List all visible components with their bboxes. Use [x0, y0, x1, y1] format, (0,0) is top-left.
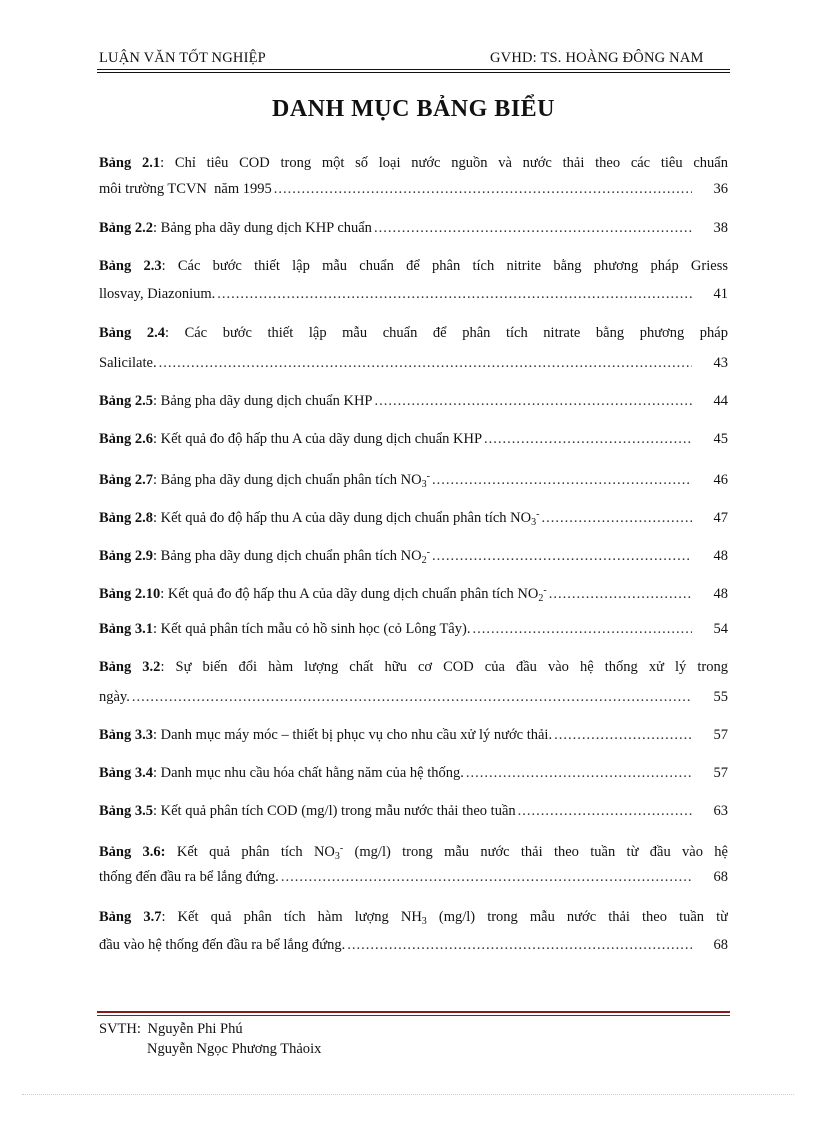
author-name: Nguyễn Phi Phú [147, 1021, 243, 1037]
entry-page: 55 [713, 689, 728, 705]
leader-dots [549, 584, 692, 601]
header-rule-secondary [97, 72, 730, 73]
leader-dots [274, 179, 692, 199]
entry-page: 68 [713, 937, 728, 953]
entry-title: : Kết quả phân tích hàm lượng NH [161, 909, 422, 925]
entry-label: Bảng 2.6 [99, 431, 153, 447]
entry-page: 47 [713, 510, 728, 525]
entry-title-cont: thống đến đầu ra bể lắng đứng. [99, 869, 279, 885]
entry-page: 57 [713, 727, 728, 743]
footer-label: SVTH: [99, 1021, 141, 1037]
entry-label: Bảng 2.8 [99, 510, 153, 525]
entry-label: Bảng 3.3 [99, 727, 153, 743]
entry-label: Bảng 2.4 [99, 325, 165, 341]
entry-page: 38 [713, 220, 728, 236]
entry-page: 41 [713, 286, 728, 302]
entry-page: 48 [713, 586, 728, 601]
entry-label: Bảng 3.5 [99, 803, 153, 819]
entry-title: : Danh mục máy móc – thiết bị phục vụ cho nhu cầu xử lý nước thải. [153, 727, 553, 743]
page-edge [22, 1094, 794, 1095]
superscript: - [543, 585, 547, 596]
entry-page: 48 [713, 548, 728, 563]
leader-dots [466, 763, 692, 783]
leader-dots [554, 725, 692, 745]
entry-page: 63 [713, 803, 728, 819]
entry-label: Bảng 2.7 [99, 472, 153, 487]
leader-dots [541, 508, 692, 525]
entry-page: 68 [713, 869, 728, 885]
entry-title: : Bảng pha dãy dung dịch KHP chuẩn [153, 220, 372, 236]
entry-title: Kết quả phân tích NO [165, 844, 335, 859]
entry-label: Bảng 2.9 [99, 548, 153, 563]
entry-page: 45 [713, 431, 728, 447]
entry-title: : Bảng pha dãy dung dịch chuẩn phân tích NO [153, 548, 422, 563]
entry-label: Bảng 2.3 [99, 258, 162, 274]
entry-label: Bảng 3.7 [99, 909, 162, 925]
entry-title: : Kết quả phân tích COD (mg/l) trong mẫu nước thải theo tuần [153, 803, 516, 819]
entry-title-rest: (mg/l) trong mẫu nước thải theo tuần từ [426, 909, 728, 925]
entry-label: Bảng 2.2 [99, 220, 153, 236]
leader-dots [374, 218, 692, 238]
subscript: 3 [531, 517, 537, 525]
entry-title-cont: llosvay, Diazonium. [99, 286, 216, 302]
entry-label: Bảng 2.5 [99, 393, 153, 409]
superscript: - [426, 471, 430, 482]
entry-title: : Các bước thiết lập mẫu chuẩn để phân tích nitrite bằng phương pháp Griess [161, 258, 728, 274]
entry-title: : Kết quả đo độ hấp thu A của dãy dung dịch chuẩn phân tích NO [153, 510, 532, 525]
header-thesis-title: LUẬN VĂN TỐT NGHIỆP [99, 50, 266, 66]
entry-title: : Danh mục nhu cầu hóa chất hằng năm của hệ thống. [153, 765, 464, 781]
leader-dots [159, 353, 692, 373]
entry-page: 44 [713, 393, 728, 409]
entry-label: Bảng 2.1 [99, 155, 161, 171]
entry-page: 54 [713, 621, 728, 637]
entry-title-cont: ngày. [99, 689, 130, 705]
entry-title-cont: môi trường TCVN năm 1995 [99, 181, 272, 197]
page-title: DANH MỤC BẢNG BIỂU [271, 96, 555, 122]
author-name: Nguyễn Ngọc Phương Thảo [147, 1041, 311, 1057]
superscript: - [426, 547, 430, 558]
entry-title: : Kết quả đo độ hấp thu A của dãy dung dịch chuẩn phân tích NO [160, 586, 539, 601]
entry-title: : Chỉ tiêu COD trong một số loại nước nguồn và nước thải theo các tiêu chuẩn [160, 155, 728, 171]
entry-label: Bảng 3.1 [99, 621, 153, 637]
entry-label: Bảng 3.6: [99, 844, 166, 859]
leader-dots [217, 284, 692, 304]
entry-title-cont: đầu vào hệ thống đến đầu ra bể lắng đứng. [99, 937, 346, 953]
subscript: 3 [334, 851, 340, 859]
header-rule [97, 69, 730, 70]
leader-dots [374, 391, 692, 411]
entry-title: : Các bước thiết lập mẫu chuẩn để phân tích nitrate bằng phương pháp [164, 325, 728, 341]
leader-dots [281, 867, 692, 887]
footer-author-1 [99, 1021, 243, 1038]
entry-title: : Sự biến đổi hàm lượng chất hữu cơ COD của đầu vào hệ thống xử lý trong [160, 659, 728, 675]
leader-dots [472, 619, 692, 639]
entry-label: Bảng 3.4 [99, 765, 153, 781]
entry-page: 36 [713, 181, 728, 197]
leader-dots [132, 687, 692, 707]
footer-rule-secondary [97, 1015, 730, 1016]
subscript: 3 [421, 479, 427, 487]
entry-title: : Kết quả phân tích mẫu cỏ hồ sinh học (cỏ Lông Tây). [153, 621, 471, 637]
leader-dots [432, 470, 692, 487]
leader-dots [347, 935, 692, 955]
entry-page: 57 [713, 765, 728, 781]
entry-title: : Kết quả đo độ hấp thu A của dãy dung dịch chuẩn KHP [153, 431, 483, 447]
leader-dots [432, 546, 692, 563]
entry-page: 43 [713, 355, 728, 371]
entry-title: : Bảng pha dãy dung dịch chuẩn phân tích NO [153, 472, 422, 487]
entry-page: 46 [713, 472, 728, 487]
footer-author-2 [147, 1041, 321, 1058]
page-number: ix [310, 1041, 322, 1057]
entry-title-cont: Salicilate. [99, 355, 157, 371]
header-advisor: GVHD: TS. HOÀNG ĐÔNG NAM [490, 50, 704, 66]
subscript: 2 [421, 555, 427, 563]
entry-label: Bảng 2.10 [99, 586, 161, 601]
leader-dots [484, 429, 692, 449]
entry-label: Bảng 3.2 [99, 659, 161, 675]
entry-title: : Bảng pha dãy dung dịch chuẩn KHP [153, 393, 373, 409]
subscript: 3 [421, 916, 427, 927]
footer-rule [97, 1011, 730, 1013]
superscript: - [339, 843, 344, 854]
subscript: 2 [538, 593, 544, 601]
leader-dots [518, 801, 692, 821]
superscript: - [536, 509, 540, 520]
entry-title-rest: (mg/l) trong mẫu nước thải theo tuần từ đầu vào hệ [343, 844, 728, 859]
